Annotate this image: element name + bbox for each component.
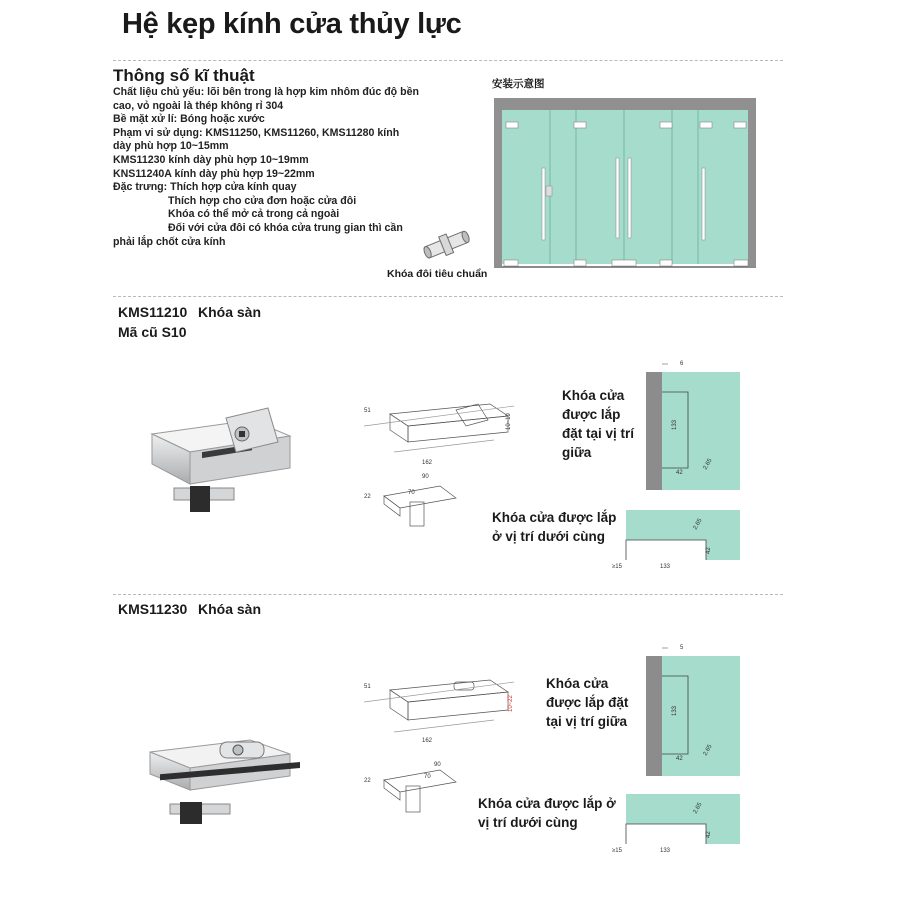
dim-label: 42 xyxy=(676,756,683,762)
dim-label: 51 xyxy=(364,408,371,414)
note-line: được lắp xyxy=(562,407,621,422)
install-diagram-title: 安装示意图 xyxy=(492,78,545,90)
dim-label: 2.65 xyxy=(692,517,704,531)
note-line: ở vị trí dưới cùng xyxy=(492,529,605,544)
lock-caption: Khóa đôi tiêu chuẩn xyxy=(387,268,488,280)
dim-label: 42 xyxy=(706,547,712,554)
section2-code: KMS11230 xyxy=(118,601,188,617)
dim-label: 2.65 xyxy=(692,801,704,815)
divider-top xyxy=(113,60,783,61)
note-line: đặt tại vị trí xyxy=(562,426,635,441)
dim-label: 162 xyxy=(422,460,433,466)
right-wall xyxy=(748,98,756,266)
dim-label: 90 xyxy=(422,474,429,480)
note-line: được lắp đặt xyxy=(546,695,629,710)
specs-list xyxy=(113,86,443,249)
spec-line: Chất liệu chủ yếu: lõi bên trong là hợp kim nhôm đúc độ bền xyxy=(113,86,419,98)
section1-product-image xyxy=(140,400,300,520)
install-diagram xyxy=(494,98,756,276)
dim-label: 6 xyxy=(680,361,684,367)
dim-label: ≥15 xyxy=(612,848,622,854)
spec-line: Khóa có thể mở cả trong cả ngoài xyxy=(168,208,340,221)
dim-label: 42 xyxy=(706,831,712,838)
dim-label: 133 xyxy=(672,705,678,716)
section2-note-middle xyxy=(546,674,628,731)
section1-glass-detail-bottom xyxy=(610,506,742,572)
section2-glass-detail-middle xyxy=(640,640,740,778)
section2-glass-detail-bottom xyxy=(610,790,742,856)
note-line: tại vị trí giữa xyxy=(546,714,628,729)
spec-line: Bề mặt xử lí: Bóng hoặc xước xyxy=(113,113,265,126)
spec-line: cao, vỏ ngoài là thép không rỉ 304 xyxy=(113,99,284,112)
section1-name: Khóa sàn xyxy=(198,304,262,320)
spec-line: KMS11230 kính dày phù hợp 10~19mm xyxy=(113,153,309,166)
section1-note-middle xyxy=(562,386,634,462)
note-line: Khóa cửa xyxy=(546,676,609,691)
dim-label: 10~22 xyxy=(508,695,514,712)
left-wall xyxy=(494,98,502,266)
dim-label: 22 xyxy=(364,778,371,784)
dim-label: 162 xyxy=(422,738,433,744)
note-line: Khóa cửa xyxy=(562,388,625,403)
section1-glass-detail-middle xyxy=(640,358,740,493)
note-line: vị trí dưới cùng xyxy=(478,815,578,830)
dim-label: 70 xyxy=(424,774,431,780)
note-line: giữa xyxy=(562,445,592,460)
section2-product-image xyxy=(140,730,300,830)
dim-label: ≥15 xyxy=(612,564,622,570)
note-line: Khóa cửa được lắp xyxy=(492,510,617,525)
dim-label: 22 xyxy=(364,494,371,500)
divider-1 xyxy=(113,296,783,297)
section1-old-code: Mã cũ S10 xyxy=(118,324,187,340)
dim-label: 133 xyxy=(672,419,678,430)
spec-line: Đặc trưng: Thích hợp cửa kính quay xyxy=(113,181,297,194)
dim-label: 42 xyxy=(676,470,683,476)
spec-line: Phạm vi sử dụng: KMS11250, KMS11260, KMS11280 kính xyxy=(113,126,400,139)
dim-label: 70 xyxy=(408,490,415,496)
section1-code: KMS11210 xyxy=(118,304,188,320)
spec-line: dày phù hợp 10~15mm xyxy=(113,140,229,153)
spec-line: Thích hợp cho cửa đơn hoặc cửa đôi xyxy=(168,194,357,207)
spec-line: KNS11240A kính dày phù hợp 19~22mm xyxy=(113,167,315,180)
spec-line: Đối với cửa đôi có khóa cửa trung gian thì cần xyxy=(168,221,403,234)
page-title: Hệ kẹp kính cửa thủy lực xyxy=(122,8,462,40)
dim-label: 133 xyxy=(660,564,671,570)
lock-cylinder-image xyxy=(418,224,478,264)
dim-label: 133 xyxy=(660,848,671,854)
dim-label: 90 xyxy=(434,762,441,768)
dim-label: 5 xyxy=(680,645,684,651)
dim-label: 2.65 xyxy=(702,457,714,471)
header-frame xyxy=(494,98,756,110)
glass-panels xyxy=(502,110,748,264)
dim-label: 10~19 xyxy=(506,413,512,430)
dim-label: 51 xyxy=(364,684,371,690)
section2-name: Khóa sàn xyxy=(198,601,262,617)
spec-line: phải lắp chốt cửa kính xyxy=(113,235,226,248)
specs-heading: Thông số kĩ thuật xyxy=(113,66,255,85)
divider-2 xyxy=(113,594,783,595)
section1-note-bottom xyxy=(492,508,616,546)
note-line: Khóa cửa được lắp ở xyxy=(478,796,616,811)
dim-label: 2.65 xyxy=(702,743,714,757)
section2-note-bottom xyxy=(478,794,616,832)
